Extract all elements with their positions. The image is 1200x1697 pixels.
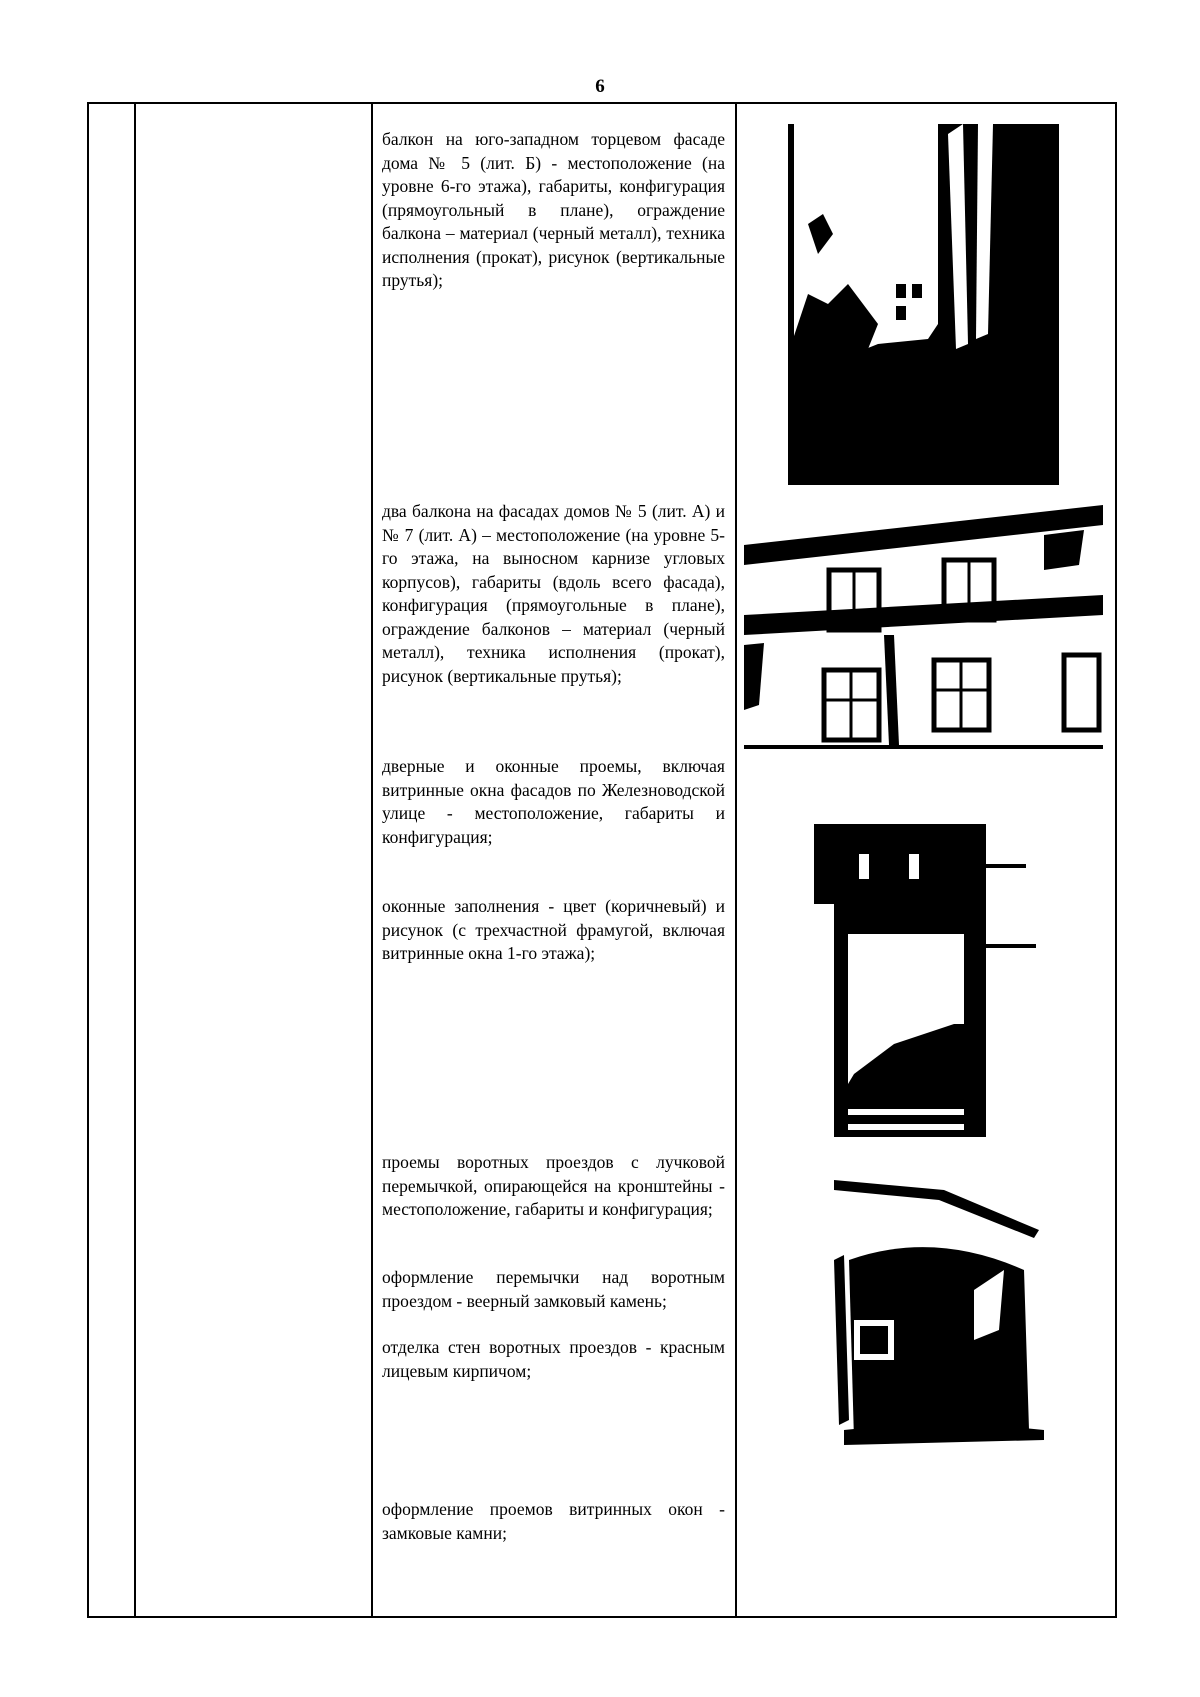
item-door-window-openings: дверные и оконные проемы, включая витринные окна фасадов по Железноводской улице - местоположение, габариты и конфигурация;	[382, 756, 725, 847]
photo-balcony-tower-icon	[788, 124, 1059, 485]
item-shop-window-keystones: оформление проемов витринных окон - замковые камни;	[382, 1499, 725, 1543]
item-two-balconies: два балкона на фасадах домов № 5 (лит. А) и № 7 (лит. А) – местоположение (на уровне 5-го этажа, на выносном карнизе угловых корпусов), габариты (вдоль всего фасада), конфигурация (прямоугольные в плане), ограждение балконов – материал (черный металл), техника исполнения (прокат), рисунок (вертикальные прутья);	[382, 501, 725, 686]
column-divider-2	[371, 104, 373, 1616]
item-window-fillings: оконные заполнения - цвет (коричневый) и рисунок (с трехчастной фрамугой, включая витринные окна 1-го этажа);	[382, 896, 725, 963]
photo-facade-balconies-icon	[744, 505, 1103, 779]
photo-gateway-arch-icon	[824, 1160, 1052, 1455]
item-lintel-keystone: оформление перемычки над воротным проездом - веерный замковый камень;	[382, 1267, 725, 1311]
photo-shop-window-icon	[814, 824, 1050, 1137]
item-balcony-southwest: балкон на юго-западном торцевом фасаде дома № 5 (лит. Б) - местоположение (на уровне 6-го этажа), габариты, конфигурация (прямоугольный в плане), ограждение балкона – материал (черный металл), техника исполнения (прокат), рисунок (вертикальные прутья);	[382, 129, 725, 290]
item-gateway-walls: отделка стен воротных проездов - красным лицевым кирпичом;	[382, 1337, 725, 1381]
item-gateway-openings: проемы воротных проездов с лучковой перемычкой, опирающейся на кронштейны - местоположение, габариты и конфигурация;	[382, 1152, 725, 1219]
column-divider-3	[735, 104, 737, 1616]
column-divider-1	[134, 104, 136, 1616]
page-number: 6	[595, 76, 605, 97]
